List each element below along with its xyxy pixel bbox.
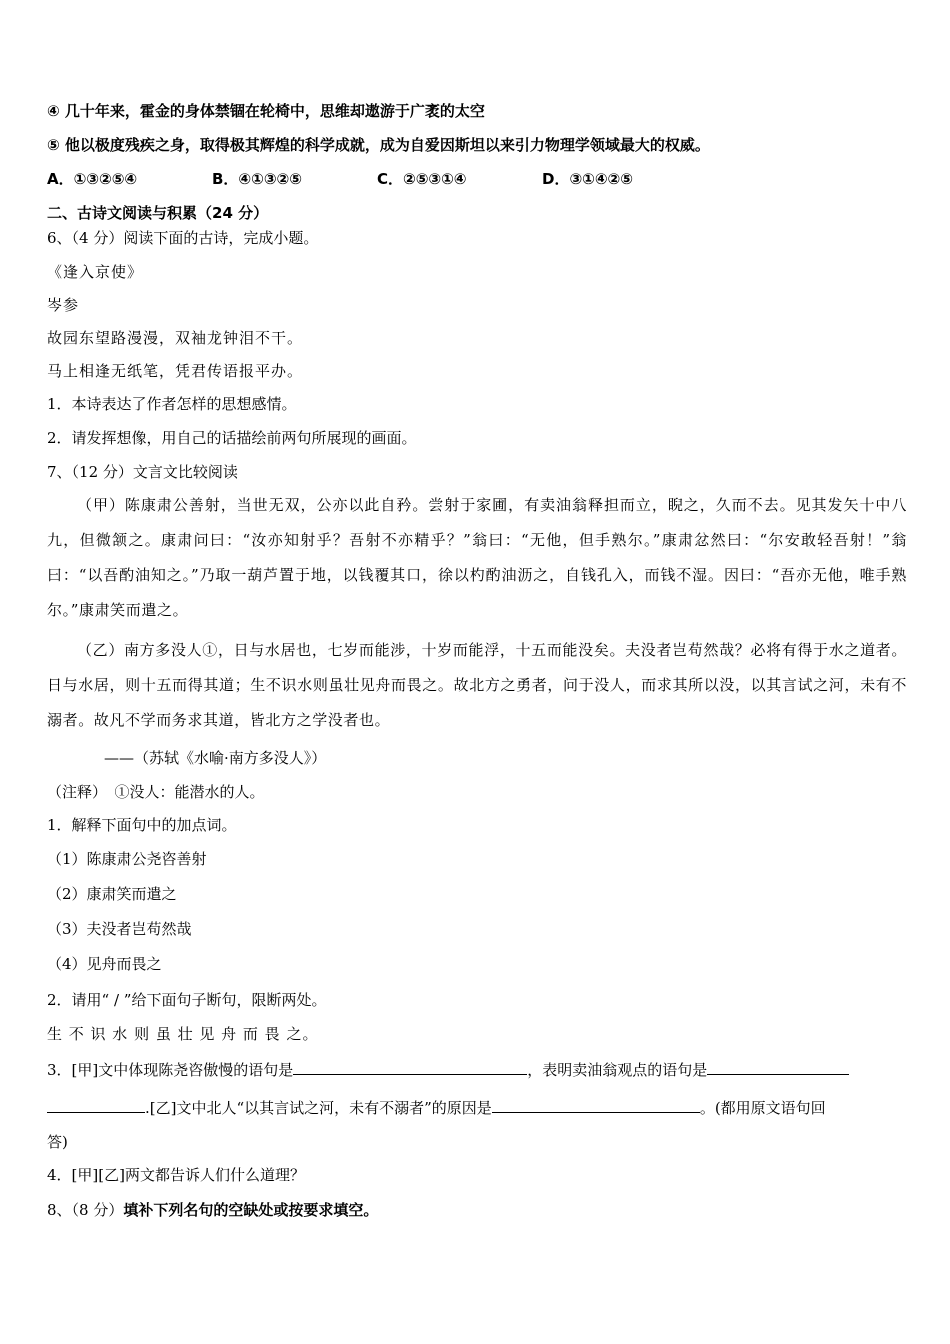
q7-sub-3-text-c: .[乙]文中北人“以其言试之河，未有不溺者”的原因是 xyxy=(145,1099,492,1117)
q7-sub-1-item-1: （1）陈康肃公尧咨善射 xyxy=(47,850,207,868)
q7-sub-2-sentence: 生 不 识 水 则 虽 壮 见 舟 而 畏 之。 xyxy=(47,1025,319,1043)
q7-sub-3-line-1 xyxy=(47,1058,849,1080)
passage-source: ——（苏轼《水喻·南方多没人》） xyxy=(104,749,327,767)
answer-blank-3[interactable] xyxy=(492,1096,700,1113)
poem-line-1: 故园东望路漫漫，双袖龙钟泪不干。 xyxy=(47,329,304,347)
q7-prompt: 7、（12 分）文言文比较阅读 xyxy=(47,463,238,481)
answer-blank-2-cont[interactable] xyxy=(47,1096,145,1113)
q7-sub-3-line-2 xyxy=(47,1096,826,1118)
q7-sub-3-text-d: 。(都用原文语句回 xyxy=(699,1099,826,1117)
q7-sub-1: 1．解释下面句中的加点词。 xyxy=(47,816,237,834)
q5-item-5: ⑤ 他以极度残疾之身，取得极其辉煌的科学成就，成为自爱因斯坦以来引力物理学领域最大的权威。 xyxy=(47,136,710,154)
poem-title: 《逢入京使》 xyxy=(47,263,144,281)
q5-option-d: D．③①④②⑤ xyxy=(542,170,633,188)
q8-number: 8、（8 分） xyxy=(47,1201,124,1219)
q5-options xyxy=(47,169,707,189)
q6-sub-1: 1．本诗表达了作者怎样的思想感情。 xyxy=(47,395,297,413)
poem-line-2: 马上相逢无纸笔，凭君传语报平办。 xyxy=(47,362,304,380)
answer-blank-1[interactable] xyxy=(293,1058,527,1075)
q5-option-a: A．①③②⑤④ xyxy=(47,170,138,188)
q5-item-4: ④ 几十年来，霍金的身体禁锢在轮椅中，思维却遨游于广袤的太空 xyxy=(47,102,485,120)
q6-sub-2: 2．请发挥想像，用自己的话描绘前两句所展现的画面。 xyxy=(47,429,417,447)
q7-sub-3-text-a: 3．[甲]文中体现陈尧咨傲慢的语句是 xyxy=(47,1061,294,1079)
q8-prompt xyxy=(47,1200,378,1220)
q8-text: 填补下列名句的空缺处或按要求填空。 xyxy=(123,1201,379,1219)
q6-prompt: 6、（4 分）阅读下面的古诗，完成小题。 xyxy=(47,229,319,247)
annotation-note: （注释） ①没人：能潜水的人。 xyxy=(47,783,265,801)
q7-sub-1-item-3: （3）夫没者岂苟然哉 xyxy=(47,920,192,938)
q7-sub-3-line-3: 答) xyxy=(47,1133,68,1151)
answer-blank-2[interactable] xyxy=(707,1058,849,1075)
q5-option-b: B．④①③②⑤ xyxy=(212,170,302,188)
section-heading: 二、古诗文阅读与积累（24 分） xyxy=(47,204,269,222)
passage-a: （甲）陈康肃公善射，当世无双，公亦以此自矜。尝射于家圃，有卖油翁释担而立，睨之，久而不去。见其发矢十中八九，但微颔之。康肃问曰：“汝亦知射乎？吾射不亦精乎？”翁曰：“无他，但手熟尔。”康肃忿然曰：“尔安敢轻吾射！”翁曰：“以吾酌油知之。”乃取一葫芦置于地，以钱覆其口，徐以杓酌油沥之，自钱孔入，而钱不湿。因曰：“吾亦无他，唯手熟尔。”康肃笑而遣之。 xyxy=(47,496,907,619)
poem-author: 岑参 xyxy=(47,296,80,314)
passage-b: （乙）南方多没人①，日与水居也，七岁而能涉，十岁而能浮，十五而能没矣。夫没者岂苟然哉？必将有得于水之道者。日与水居，则十五而得其道；生不识水则虽壮见舟而畏之。故北方之勇者，问于没人，而求其所以没，以其言试之河，未有不溺者。故凡不学而务求其道，皆北方之学没者也。 xyxy=(47,641,907,729)
q7-sub-2: 2．请用“ / ”给下面句子断句，限断两处。 xyxy=(47,991,327,1009)
q7-sub-4: 4．[甲][乙]两文都告诉人们什么道理？ xyxy=(47,1166,305,1184)
q7-sub-3-text-b: ，表明卖油翁观点的语句是 xyxy=(527,1061,708,1079)
q5-option-c: C．②⑤③①④ xyxy=(377,170,467,188)
q7-sub-1-item-2: （2）康肃笑而遣之 xyxy=(47,885,177,903)
q7-sub-1-item-4: （4）见舟而畏之 xyxy=(47,955,162,973)
